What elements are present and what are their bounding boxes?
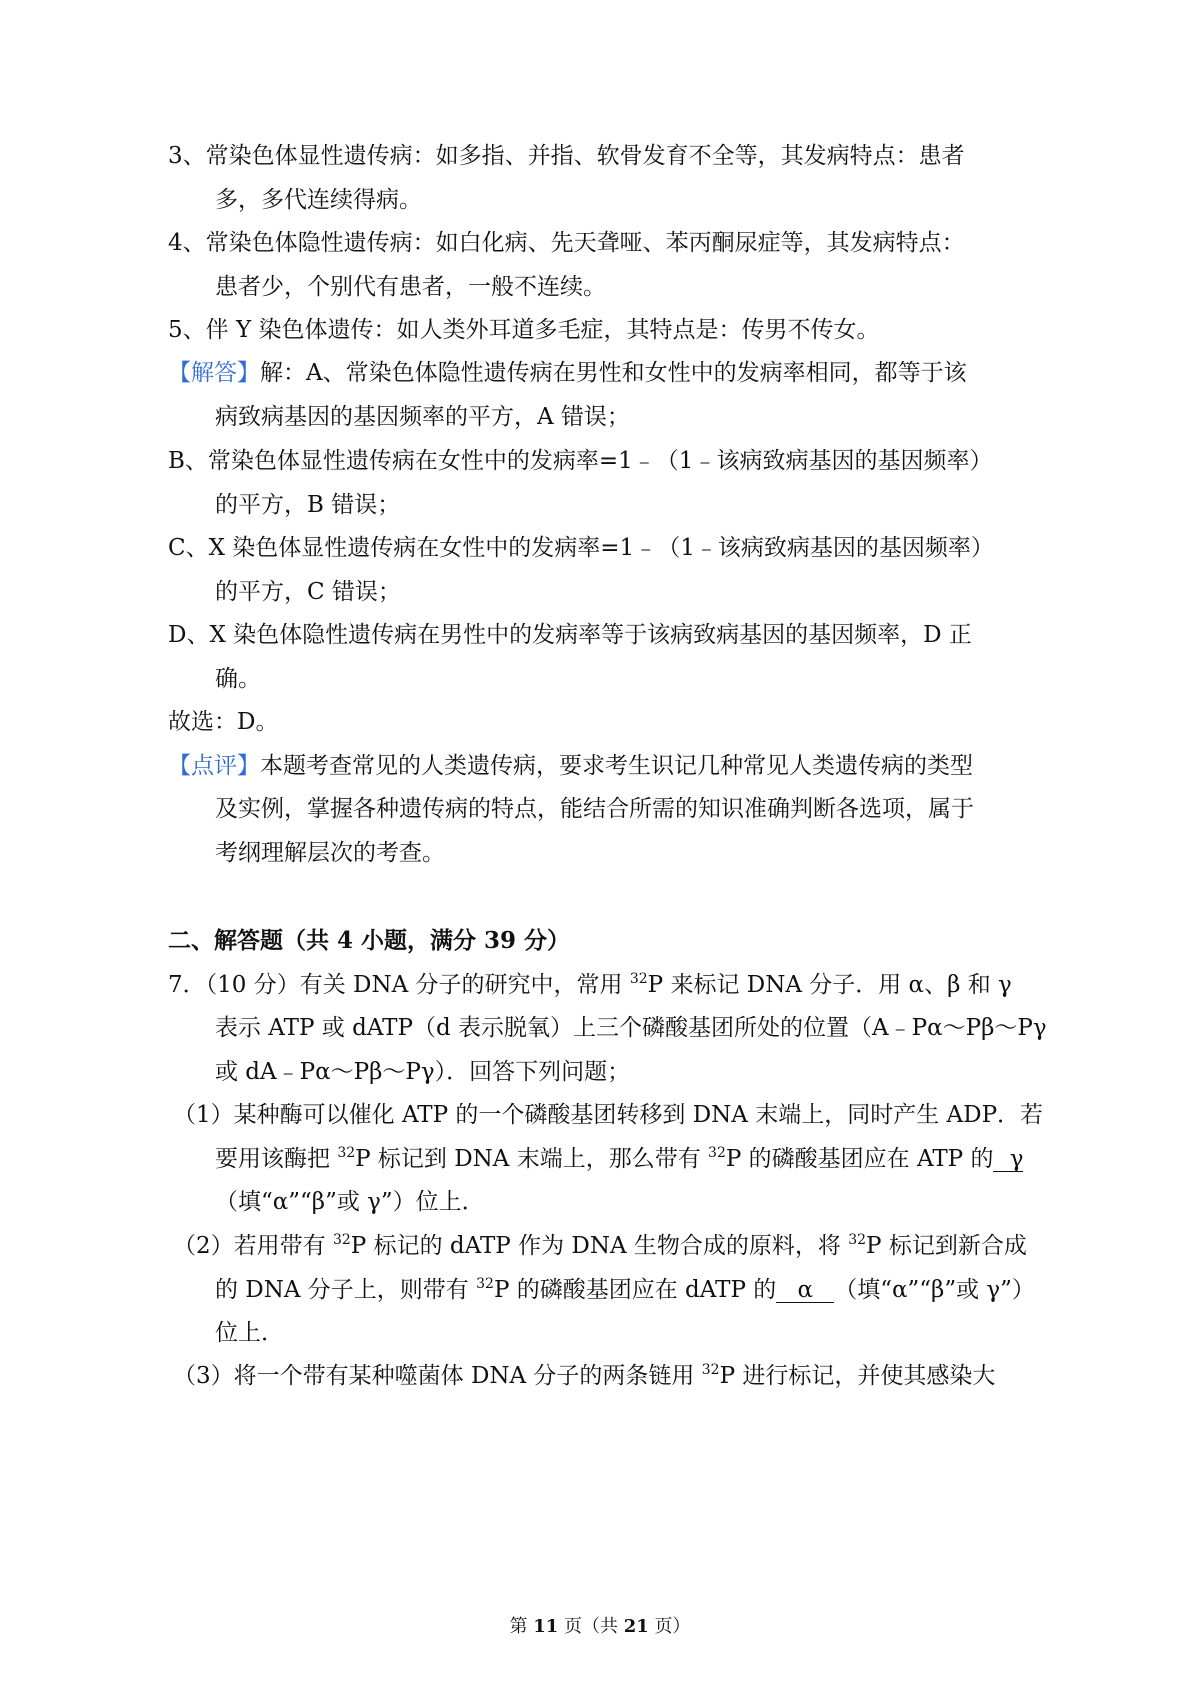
text-line: C、X 染色体显性遗传病在女性中的发病率=1﹣（1﹣该病致病基因的基因频率） [168, 535, 994, 561]
subquestion-line: （填“α”“β”或 γ”）位上． [215, 1189, 485, 1215]
text-line: 的平方，B 错误； [215, 492, 401, 518]
comment-text: 本题考查常见的人类遗传病，要求考生识记几种常见人类遗传病的类型 [260, 753, 973, 779]
total-pages: 21 [623, 1616, 649, 1637]
text-line: 4、常染色体隐性遗传病：如白化病、先天聋哑、苯丙酮尿症等，其发病特点： [168, 230, 965, 256]
text-line: 3、常染色体显性遗传病：如多指、并指、软骨发育不全等，其发病特点：患者 [168, 143, 965, 169]
text-line: 故选：D。 [168, 709, 279, 735]
text-line: 多，多代连续得病。 [215, 187, 422, 213]
isotope-superscript: 32 [708, 1145, 726, 1161]
comment-line [168, 751, 973, 781]
subquestion-line [215, 1144, 1023, 1174]
text-line: 病致病基因的基因频率的平方，A 错误； [215, 404, 630, 430]
footer-text: 第 [509, 1616, 534, 1637]
subquestion-line [173, 1231, 1027, 1261]
isotope-superscript: 32 [701, 1362, 720, 1378]
footer-text: 页（共 [558, 1616, 624, 1637]
question-text: P 标记到 DNA 末端上，那么带有 [355, 1146, 709, 1172]
isotope-superscript: 32 [629, 971, 648, 987]
question-text: （2）若用带有 [173, 1233, 333, 1259]
page-footer [0, 1612, 1200, 1638]
section-heading: 二、解答题（共 4 小题，满分 39 分） [168, 927, 571, 954]
question-line [168, 970, 1012, 1000]
text-line: 患者少，个别代有患者，一般不连续。 [215, 274, 606, 300]
question-text: 要用该酶把 [215, 1146, 338, 1172]
text-line: 的平方，C 错误； [215, 579, 401, 605]
subquestion-line [173, 1361, 995, 1391]
answer-blank: γ [993, 1147, 1023, 1172]
question-text: （填“α”“β”或 γ”） [834, 1277, 1035, 1303]
question-text: P 标记的 dATP 作为 DNA 生物合成的原料，将 [350, 1233, 849, 1259]
footer-text: 页） [648, 1616, 691, 1637]
question-text: P 的磷酸基团应在 dATP 的 [493, 1277, 777, 1303]
question-line: 或 dA﹣Pα～Pβ～Pγ）．回答下列问题； [215, 1059, 631, 1085]
answer-blank: α [776, 1278, 834, 1303]
question-text: 7．（10 分）有关 DNA 分子的研究中，常用 [168, 972, 630, 998]
isotope-superscript: 32 [337, 1145, 356, 1161]
subquestion-line [215, 1275, 1035, 1305]
text-line: 确。 [215, 666, 261, 692]
text-line: 5、伴 Y 染色体遗传：如人类外耳道多毛症，其特点是：传男不传女。 [168, 317, 880, 343]
question-line: 表示 ATP 或 dATP（d 表示脱氧）上三个磷酸基团所处的位置（A﹣Pα～Pβ～Pγ [215, 1015, 1047, 1041]
question-text: 的 DNA 分子上，则带有 [215, 1277, 477, 1303]
question-text: P 标记到新合成 [866, 1233, 1027, 1259]
isotope-superscript: 32 [476, 1276, 494, 1292]
question-text: （3）将一个带有某种噬菌体 DNA 分子的两条链用 [173, 1363, 702, 1389]
answer-text: 解：A、常染色体隐性遗传病在男性和女性中的发病率相同，都等于该 [260, 360, 967, 386]
text-line: 及实例，掌握各种遗传病的特点，能结合所需的知识准确判断各选项，属于 [215, 796, 974, 822]
isotope-superscript: 32 [332, 1232, 351, 1248]
question-text: P 的磷酸基团应在 ATP 的 [725, 1146, 994, 1172]
answer-line [168, 358, 967, 388]
comment-tag: 【点评】 [168, 753, 260, 779]
page-number: 11 [533, 1616, 559, 1637]
question-text: P 来标记 DNA 分子．用 α、β 和 γ [647, 972, 1012, 998]
subquestion-line: （1）某种酶可以催化 ATP 的一个磷酸基团转移到 DNA 末端上，同时产生 ADP．若 [173, 1102, 1044, 1128]
subquestion-line: 位上． [215, 1320, 284, 1346]
answer-tag: 【解答】 [168, 360, 260, 386]
isotope-superscript: 32 [848, 1232, 867, 1248]
text-line: B、常染色体显性遗传病在女性中的发病率=1﹣（1﹣该病致病基因的基因频率） [168, 448, 993, 474]
text-line: D、X 染色体隐性遗传病在男性中的发病率等于该病致病基因的基因频率，D 正 [168, 622, 972, 648]
text-line: 考纲理解层次的考查。 [215, 840, 445, 866]
question-text: P 进行标记，并使其感染大 [719, 1363, 996, 1389]
